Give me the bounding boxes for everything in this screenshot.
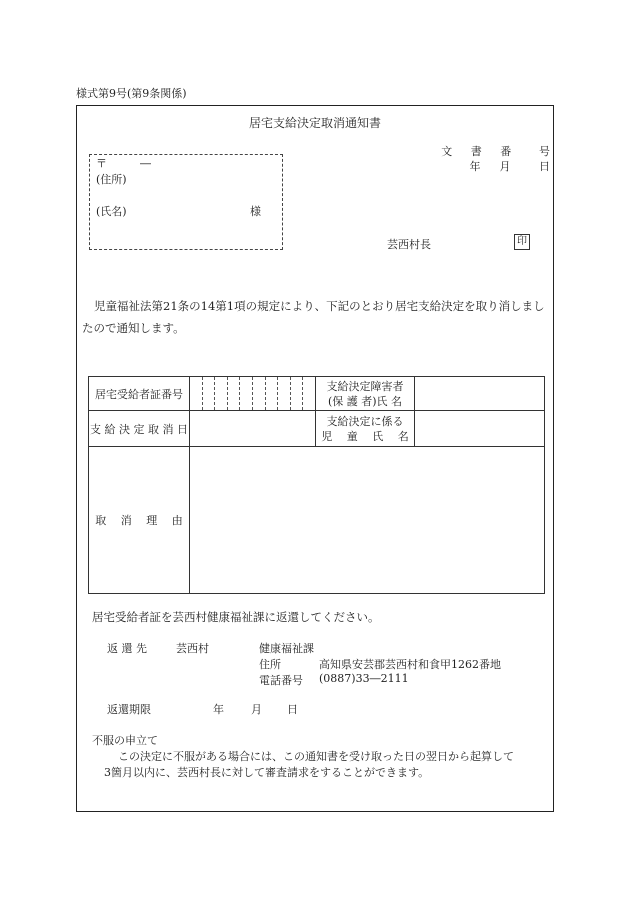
objection-heading: 不服の申立て [92, 734, 158, 747]
return-department: 健康福祉課 [259, 642, 314, 655]
cancel-reason-label: 取 消 理 由 [89, 447, 190, 594]
guardian-label-line1: 支給決定障害者 [326, 379, 404, 393]
objection-text-line1: この決定に不服がある場合には、この通知書を受け取った日の翌日から起算して [118, 750, 514, 763]
form-number-label: 様式第9号(第9条関係) [76, 87, 187, 100]
return-phone-label: 電話番号 [259, 674, 303, 687]
return-instruction: 居宅受給者証を芸西村健康福祉課に返還してください。 [92, 610, 380, 624]
return-address-label: 住所 [259, 658, 281, 671]
doc-number-char: 文 [441, 145, 453, 158]
address-label: (住所) [96, 173, 127, 186]
table-row [89, 447, 545, 594]
document-title: 居宅支給決定取消通知書 [248, 116, 381, 130]
child-name-label [316, 411, 415, 447]
postal-code: 〒 ― [96, 157, 151, 170]
seal-mark: 印 [514, 234, 530, 250]
return-address: 高知県安芸郡芸西村和食甲1262番地 [319, 658, 501, 671]
child-label-line1: 支給決定に係る [326, 414, 404, 428]
return-village: 芸西村 [176, 642, 209, 655]
return-deadline-year: 年 [213, 703, 224, 716]
child-label-line2: 児 童 氏 名 [321, 429, 409, 443]
table-row [89, 377, 545, 411]
table-row [89, 411, 545, 447]
return-deadline-day: 日 [287, 703, 298, 716]
return-phone: (0887)33―2111 [319, 672, 409, 685]
doc-number-char: 号 [539, 145, 550, 158]
honorific-label: 様 [250, 205, 261, 218]
return-destination-label: 返 還 先 [107, 642, 147, 655]
guardian-label-line2: (保 護 者)氏 名 [327, 394, 403, 408]
cert-number-label: 居宅受給者証番号 [89, 377, 190, 411]
guardian-name-cell [415, 377, 545, 411]
guardian-name-label [316, 377, 415, 411]
document-date-line [460, 158, 550, 174]
issuer-mayor: 芸西村長 [387, 238, 431, 251]
return-deadline-label: 返還期限 [107, 703, 151, 716]
doc-date-year: 年 [469, 160, 481, 173]
info-table [88, 376, 545, 594]
cancel-reason-cell [190, 447, 545, 594]
cert-number-cell [190, 377, 316, 411]
objection-text-line2: 3箇月以内に、芸西村長に対して審査請求をすることができます。 [104, 766, 430, 779]
notice-body-text: 児童福祉法第21条の14第1項の規定により、下記のとおり居宅支給決定を取り消しましたので通知します。 [82, 299, 545, 335]
doc-date-day: 日 [539, 160, 550, 173]
return-deadline-month: 月 [251, 703, 262, 716]
doc-number-char: 番 [500, 145, 512, 158]
doc-number-char: 書 [470, 145, 482, 158]
document-number-line [432, 143, 550, 159]
cert-number-digit-boxes [190, 377, 315, 410]
name-label: (氏名) [96, 205, 127, 218]
doc-date-month: 月 [499, 160, 511, 173]
cancel-date-cell [190, 411, 316, 447]
cancel-date-label: 支 給 決 定 取 消 日 [89, 411, 190, 447]
child-name-cell [415, 411, 545, 447]
